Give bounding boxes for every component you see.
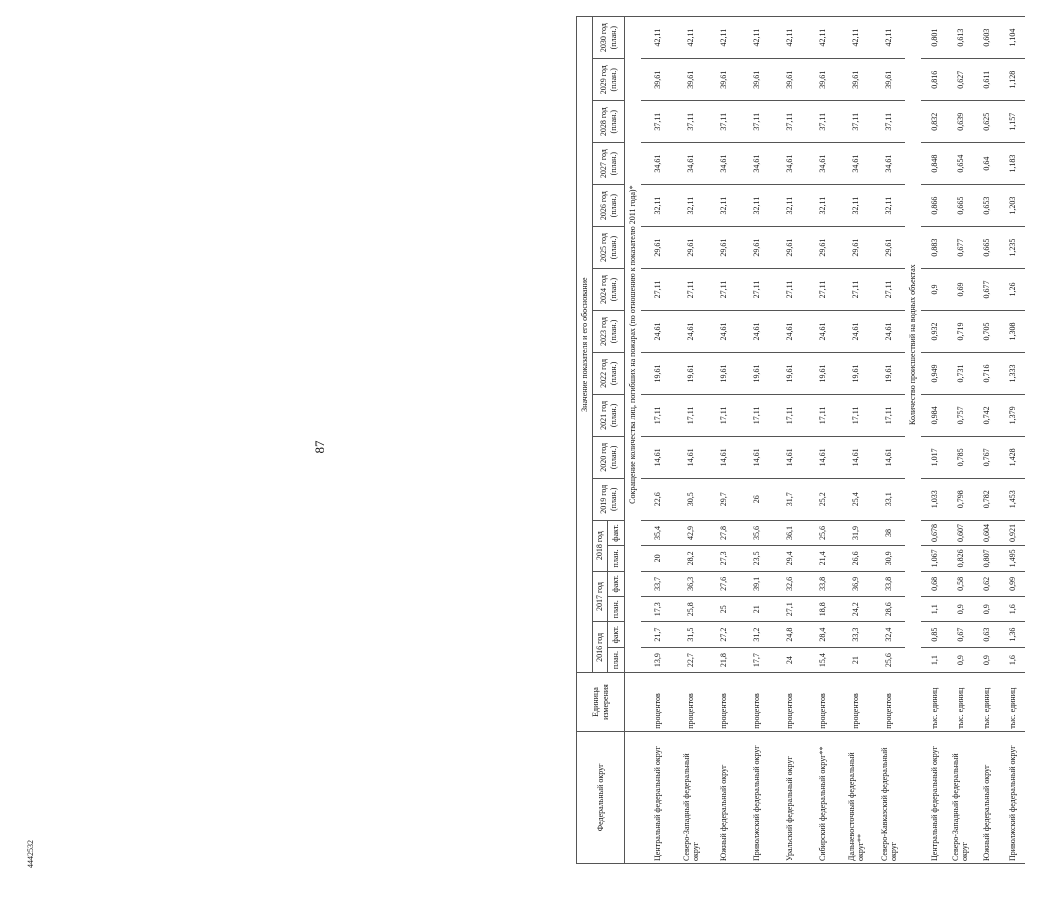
table-cell: 24,61 bbox=[740, 311, 773, 353]
table-cell: 0,984 bbox=[921, 394, 947, 436]
table-cell: 1,067 bbox=[921, 546, 947, 571]
header-values-group: Значение показателя и его обоснование bbox=[577, 17, 593, 673]
table-cell: 1,308 bbox=[999, 311, 1025, 353]
table-row bbox=[674, 17, 707, 864]
table-cell: 17,11 bbox=[674, 394, 707, 436]
table-cell: 33,3 bbox=[839, 622, 872, 647]
table-cell: 28,4 bbox=[806, 622, 839, 647]
table-cell: 0,921 bbox=[999, 520, 1025, 545]
table-cell: 14,61 bbox=[872, 436, 905, 478]
table-cell: 32,11 bbox=[674, 185, 707, 227]
table-row bbox=[773, 17, 806, 864]
table-cell: 22,7 bbox=[674, 647, 707, 672]
table-cell: 0,705 bbox=[973, 311, 999, 353]
table-cell: 25,2 bbox=[806, 478, 839, 520]
table-cell: 0,604 bbox=[973, 520, 999, 545]
table-cell: 29,4 bbox=[773, 546, 806, 571]
row-unit: процентов bbox=[872, 673, 905, 731]
row-district-label: Северо-Западный федеральный округ bbox=[674, 731, 707, 863]
table-cell: 30,5 bbox=[674, 478, 707, 520]
table-cell: 39,61 bbox=[872, 59, 905, 101]
table-cell: 21 bbox=[839, 647, 872, 672]
table-cell: 27,11 bbox=[872, 269, 905, 311]
table-cell: 42,11 bbox=[641, 17, 674, 59]
header-future-year: 2027 год (план.) bbox=[593, 143, 625, 185]
table-cell: 39,61 bbox=[641, 59, 674, 101]
table-cell: 29,61 bbox=[839, 227, 872, 269]
table-cell: 24,61 bbox=[641, 311, 674, 353]
row-district-label: Уральский федеральный округ bbox=[773, 731, 806, 863]
table-cell: 0,807 bbox=[973, 546, 999, 571]
table-cell: 27,11 bbox=[773, 269, 806, 311]
header-fact: факт. bbox=[608, 622, 625, 647]
table-cell: 19,61 bbox=[641, 352, 674, 394]
header-year-2016: 2016 год bbox=[593, 622, 608, 673]
table-cell: 38 bbox=[872, 520, 905, 545]
table-cell: 0,677 bbox=[973, 269, 999, 311]
table-cell: 0,742 bbox=[973, 394, 999, 436]
table-cell: 27,3 bbox=[707, 546, 740, 571]
table-row bbox=[947, 17, 973, 864]
table-cell: 0,625 bbox=[973, 101, 999, 143]
row-district-label: Приволжский федеральный округ bbox=[999, 731, 1025, 863]
table-cell: 27,1 bbox=[773, 597, 806, 622]
table-cell: 14,61 bbox=[674, 436, 707, 478]
table-cell: 29,61 bbox=[641, 227, 674, 269]
row-unit: тыс. единиц bbox=[999, 673, 1025, 731]
table-cell: 29,61 bbox=[806, 227, 839, 269]
table-cell: 33,8 bbox=[806, 571, 839, 596]
table-cell: 42,11 bbox=[872, 17, 905, 59]
table-cell: 17,7 bbox=[740, 647, 773, 672]
table-cell: 25,6 bbox=[806, 520, 839, 545]
table-cell: 39,61 bbox=[773, 59, 806, 101]
table-cell: 19,61 bbox=[872, 352, 905, 394]
table-cell: 27,11 bbox=[641, 269, 674, 311]
table-cell: 0,627 bbox=[947, 59, 973, 101]
table-cell: 29,61 bbox=[740, 227, 773, 269]
header-fact: факт. bbox=[608, 571, 625, 596]
table-cell: 31,5 bbox=[674, 622, 707, 647]
header-district: Федеральный округ bbox=[577, 731, 625, 863]
table-cell: 42,11 bbox=[707, 17, 740, 59]
row-district-label: Дальневосточный федеральный округ** bbox=[839, 731, 872, 863]
table-cell: 21,4 bbox=[806, 546, 839, 571]
table-cell: 13,9 bbox=[641, 647, 674, 672]
table-cell: 37,11 bbox=[872, 101, 905, 143]
table-cell: 20 bbox=[641, 546, 674, 571]
table-cell: 1,203 bbox=[999, 185, 1025, 227]
header-future-year: 2021 год (план.) bbox=[593, 394, 625, 436]
header-future-year: 2019 год (план.) bbox=[593, 478, 625, 520]
table-cell: 14,61 bbox=[806, 436, 839, 478]
table-cell: 1,183 bbox=[999, 143, 1025, 185]
table-cell: 0,719 bbox=[947, 311, 973, 353]
table-cell: 32,11 bbox=[773, 185, 806, 227]
table-cell: 30,9 bbox=[872, 546, 905, 571]
table-cell: 0,9 bbox=[921, 269, 947, 311]
table-cell: 28,2 bbox=[674, 546, 707, 571]
table-cell: 1,017 bbox=[921, 436, 947, 478]
section-spacer bbox=[625, 731, 642, 863]
table-cell: 32,11 bbox=[806, 185, 839, 227]
table-cell: 29,61 bbox=[872, 227, 905, 269]
table-cell: 0,866 bbox=[921, 185, 947, 227]
table-cell: 27,11 bbox=[839, 269, 872, 311]
table-cell: 42,11 bbox=[773, 17, 806, 59]
table-cell: 39,61 bbox=[707, 59, 740, 101]
page-number: 87 bbox=[312, 440, 327, 454]
table-cell: 24,61 bbox=[872, 311, 905, 353]
table-cell: 1,453 bbox=[999, 478, 1025, 520]
table-cell: 0,9 bbox=[947, 647, 973, 672]
table-cell: 0,64 bbox=[973, 143, 999, 185]
table-cell: 36,1 bbox=[773, 520, 806, 545]
table-cell: 0,677 bbox=[947, 227, 973, 269]
table-cell: 0,932 bbox=[921, 311, 947, 353]
table-cell: 1,1 bbox=[921, 647, 947, 672]
table-cell: 34,61 bbox=[839, 143, 872, 185]
table-cell: 31,9 bbox=[839, 520, 872, 545]
table-cell: 34,61 bbox=[707, 143, 740, 185]
table-cell: 0,731 bbox=[947, 352, 973, 394]
table-cell: 0,848 bbox=[921, 143, 947, 185]
table-cell: 0,653 bbox=[973, 185, 999, 227]
header-future-year: 2030 год (план.) bbox=[593, 17, 625, 59]
row-district-label: Северо-Кавказский федеральный округ bbox=[872, 731, 905, 863]
table-cell: 0,883 bbox=[921, 227, 947, 269]
table-cell: 24,61 bbox=[773, 311, 806, 353]
table-cell: 35,4 bbox=[641, 520, 674, 545]
table-cell: 1,104 bbox=[999, 17, 1025, 59]
table-cell: 24,61 bbox=[707, 311, 740, 353]
table-cell: 37,11 bbox=[773, 101, 806, 143]
table-cell: 34,61 bbox=[806, 143, 839, 185]
table-cell: 19,61 bbox=[674, 352, 707, 394]
table-cell: 29,61 bbox=[773, 227, 806, 269]
table-cell: 32,11 bbox=[641, 185, 674, 227]
row-unit: процентов bbox=[740, 673, 773, 731]
table-cell: 37,11 bbox=[839, 101, 872, 143]
table-row bbox=[641, 17, 674, 864]
table-cell: 19,61 bbox=[839, 352, 872, 394]
table-cell: 27,11 bbox=[674, 269, 707, 311]
header-fact: факт. bbox=[608, 520, 625, 545]
table-cell: 17,3 bbox=[641, 597, 674, 622]
table-cell: 19,61 bbox=[773, 352, 806, 394]
row-unit: процентов bbox=[707, 673, 740, 731]
table-cell: 1,495 bbox=[999, 546, 1025, 571]
table-row bbox=[872, 17, 905, 864]
table-cell: 1,1 bbox=[921, 597, 947, 622]
section-title-water-incidents: Количество происшествий на водных объектах bbox=[905, 17, 921, 673]
header-future-year: 2025 год (план.) bbox=[593, 227, 625, 269]
table-cell: 24,2 bbox=[839, 597, 872, 622]
table-cell: 0,69 bbox=[947, 269, 973, 311]
table-cell: 0,68 bbox=[921, 571, 947, 596]
table-cell: 0,85 bbox=[921, 622, 947, 647]
indicator-table bbox=[576, 16, 1025, 864]
table-cell: 34,61 bbox=[773, 143, 806, 185]
table-cell: 24,61 bbox=[674, 311, 707, 353]
table-cell: 14,61 bbox=[707, 436, 740, 478]
table-cell: 34,61 bbox=[641, 143, 674, 185]
table-cell: 14,61 bbox=[740, 436, 773, 478]
table-cell: 32,11 bbox=[872, 185, 905, 227]
table-cell: 1,6 bbox=[999, 597, 1025, 622]
table-cell: 17,11 bbox=[641, 394, 674, 436]
section-spacer bbox=[625, 673, 642, 731]
table-cell: 42,11 bbox=[674, 17, 707, 59]
section-title-fire-deaths: Сокращение количества лиц, погибших на пожарах (по отношению к показателю 2011 года)* bbox=[625, 17, 642, 673]
header-future-year: 2022 год (план.) bbox=[593, 352, 625, 394]
table-row bbox=[740, 17, 773, 864]
table-cell: 0,63 bbox=[973, 622, 999, 647]
row-district-label: Центральный федеральный округ bbox=[921, 731, 947, 863]
table-cell: 19,61 bbox=[806, 352, 839, 394]
table-cell: 33,8 bbox=[872, 571, 905, 596]
table-cell: 27,11 bbox=[806, 269, 839, 311]
table-cell: 17,11 bbox=[740, 394, 773, 436]
table-cell: 0,801 bbox=[921, 17, 947, 59]
table-cell: 0,816 bbox=[921, 59, 947, 101]
table-cell: 32,6 bbox=[773, 571, 806, 596]
table-cell: 1,36 bbox=[999, 622, 1025, 647]
table-cell: 25,6 bbox=[872, 647, 905, 672]
table-cell: 36,9 bbox=[839, 571, 872, 596]
row-district-label: Южный федеральный округ bbox=[707, 731, 740, 863]
table-cell: 0,9 bbox=[947, 597, 973, 622]
table-cell: 33,7 bbox=[641, 571, 674, 596]
table-cell: 0,603 bbox=[973, 17, 999, 59]
table-cell: 28,6 bbox=[872, 597, 905, 622]
table-cell: 32,11 bbox=[707, 185, 740, 227]
section-spacer bbox=[905, 731, 921, 863]
table-cell: 39,1 bbox=[740, 571, 773, 596]
table-cell: 37,11 bbox=[740, 101, 773, 143]
table-cell: 27,2 bbox=[707, 622, 740, 647]
table-cell: 0,654 bbox=[947, 143, 973, 185]
table-cell: 17,11 bbox=[872, 394, 905, 436]
header-unit: Единица измерения bbox=[577, 673, 625, 731]
table-cell: 0,67 bbox=[947, 622, 973, 647]
row-unit: тыс. единиц bbox=[973, 673, 999, 731]
table-cell: 34,61 bbox=[872, 143, 905, 185]
table-cell: 17,11 bbox=[806, 394, 839, 436]
table-cell: 27,6 bbox=[707, 571, 740, 596]
table-cell: 37,11 bbox=[674, 101, 707, 143]
row-unit: процентов bbox=[641, 673, 674, 731]
table-cell: 39,61 bbox=[674, 59, 707, 101]
header-future-year: 2028 год (план.) bbox=[593, 101, 625, 143]
row-unit: тыс. единиц bbox=[921, 673, 947, 731]
table-row bbox=[707, 17, 740, 864]
row-unit: процентов bbox=[806, 673, 839, 731]
table-cell: 42,9 bbox=[674, 520, 707, 545]
table-cell: 0,782 bbox=[973, 478, 999, 520]
table-cell: 17,11 bbox=[839, 394, 872, 436]
table-cell: 0,613 bbox=[947, 17, 973, 59]
table-cell: 34,61 bbox=[740, 143, 773, 185]
table-cell: 32,11 bbox=[839, 185, 872, 227]
table-cell: 22,6 bbox=[641, 478, 674, 520]
table-cell: 0,607 bbox=[947, 520, 973, 545]
table-cell: 42,11 bbox=[839, 17, 872, 59]
table-cell: 1,157 bbox=[999, 101, 1025, 143]
table-cell: 0,832 bbox=[921, 101, 947, 143]
table-cell: 39,61 bbox=[839, 59, 872, 101]
table-cell: 0,9 bbox=[973, 647, 999, 672]
table-cell: 27,8 bbox=[707, 520, 740, 545]
table-cell: 18,8 bbox=[806, 597, 839, 622]
table-row bbox=[973, 17, 999, 864]
table-cell: 42,11 bbox=[806, 17, 839, 59]
table-row bbox=[921, 17, 947, 864]
table-cell: 17,11 bbox=[707, 394, 740, 436]
table-cell: 0,665 bbox=[973, 227, 999, 269]
row-unit: процентов bbox=[773, 673, 806, 731]
row-district-label: Северо-Западный федеральный округ bbox=[947, 731, 973, 863]
table-cell: 37,11 bbox=[806, 101, 839, 143]
table-cell: 0,58 bbox=[947, 571, 973, 596]
table-cell: 14,61 bbox=[839, 436, 872, 478]
table-cell: 35,6 bbox=[740, 520, 773, 545]
rotated-table-container bbox=[576, 16, 1054, 864]
table-cell: 26,6 bbox=[839, 546, 872, 571]
row-district-label: Приволжский федеральный округ bbox=[740, 731, 773, 863]
table-cell: 0,665 bbox=[947, 185, 973, 227]
table-cell: 0,757 bbox=[947, 394, 973, 436]
table-cell: 1,128 bbox=[999, 59, 1025, 101]
table-cell: 32,4 bbox=[872, 622, 905, 647]
table-cell: 25 bbox=[707, 597, 740, 622]
table-cell: 34,61 bbox=[674, 143, 707, 185]
table-row bbox=[999, 17, 1025, 864]
table-cell: 31,7 bbox=[773, 478, 806, 520]
table-cell: 14,61 bbox=[773, 436, 806, 478]
table-cell: 0,798 bbox=[947, 478, 973, 520]
table-cell: 24,61 bbox=[839, 311, 872, 353]
table-cell: 1,26 bbox=[999, 269, 1025, 311]
table-cell: 25,8 bbox=[674, 597, 707, 622]
table-cell: 26 bbox=[740, 478, 773, 520]
header-plan: план. bbox=[608, 546, 625, 571]
table-cell: 0,9 bbox=[973, 597, 999, 622]
header-future-year: 2026 год (план.) bbox=[593, 185, 625, 227]
table-cell: 14,61 bbox=[641, 436, 674, 478]
section-spacer bbox=[905, 673, 921, 731]
table-cell: 0,949 bbox=[921, 352, 947, 394]
header-future-year: 2029 год (план.) bbox=[593, 59, 625, 101]
document-code: 4442532 bbox=[26, 840, 35, 868]
table-cell: 29,61 bbox=[674, 227, 707, 269]
table-cell: 29,7 bbox=[707, 478, 740, 520]
table-cell: 39,61 bbox=[740, 59, 773, 101]
header-plan: план. bbox=[608, 597, 625, 622]
table-body bbox=[625, 17, 1026, 864]
table-row bbox=[806, 17, 839, 864]
table-cell: 0,611 bbox=[973, 59, 999, 101]
table-cell: 29,61 bbox=[707, 227, 740, 269]
table-cell: 31,2 bbox=[740, 622, 773, 647]
table-cell: 0,639 bbox=[947, 101, 973, 143]
table-cell: 24 bbox=[773, 647, 806, 672]
table-cell: 0,62 bbox=[973, 571, 999, 596]
row-unit: процентов bbox=[674, 673, 707, 731]
table-cell: 19,61 bbox=[740, 352, 773, 394]
table-cell: 0,99 bbox=[999, 571, 1025, 596]
row-district-label: Южный федеральный округ bbox=[973, 731, 999, 863]
table-cell: 21 bbox=[740, 597, 773, 622]
header-future-year: 2020 год (план.) bbox=[593, 436, 625, 478]
table-cell: 0,716 bbox=[973, 352, 999, 394]
table-cell: 1,333 bbox=[999, 352, 1025, 394]
table-cell: 1,428 bbox=[999, 436, 1025, 478]
header-future-year: 2024 год (план.) bbox=[593, 269, 625, 311]
row-unit: процентов bbox=[839, 673, 872, 731]
table-cell: 24,8 bbox=[773, 622, 806, 647]
header-year-2018: 2018 год bbox=[593, 520, 608, 571]
table-cell: 0,826 bbox=[947, 546, 973, 571]
table-cell: 32,11 bbox=[740, 185, 773, 227]
row-unit: тыс. единиц bbox=[947, 673, 973, 731]
table-cell: 39,61 bbox=[806, 59, 839, 101]
table-cell: 17,11 bbox=[773, 394, 806, 436]
table-cell: 25,4 bbox=[839, 478, 872, 520]
table-cell: 37,11 bbox=[707, 101, 740, 143]
table-cell: 0,678 bbox=[921, 520, 947, 545]
table-cell: 21,7 bbox=[641, 622, 674, 647]
table-cell: 0,785 bbox=[947, 436, 973, 478]
table-cell: 1,6 bbox=[999, 647, 1025, 672]
table-cell: 42,11 bbox=[740, 17, 773, 59]
header-year-2017: 2017 год bbox=[593, 571, 608, 622]
table-cell: 1,379 bbox=[999, 394, 1025, 436]
table-cell: 33,1 bbox=[872, 478, 905, 520]
table-cell: 19,61 bbox=[707, 352, 740, 394]
header-plan: план. bbox=[608, 647, 625, 672]
table-cell: 15,4 bbox=[806, 647, 839, 672]
row-district-label: Сибирский федеральный округ** bbox=[806, 731, 839, 863]
table-cell: 1,235 bbox=[999, 227, 1025, 269]
table-cell: 37,11 bbox=[641, 101, 674, 143]
table-cell: 24,61 bbox=[806, 311, 839, 353]
table-cell: 0,767 bbox=[973, 436, 999, 478]
table-cell: 27,11 bbox=[707, 269, 740, 311]
table-cell: 36,3 bbox=[674, 571, 707, 596]
table-cell: 23,5 bbox=[740, 546, 773, 571]
table-cell: 21,8 bbox=[707, 647, 740, 672]
table-row bbox=[839, 17, 872, 864]
row-district-label: Центральный федеральный округ bbox=[641, 731, 674, 863]
table-cell: 1,033 bbox=[921, 478, 947, 520]
header-future-year: 2023 год (план.) bbox=[593, 311, 625, 353]
table-cell: 27,11 bbox=[740, 269, 773, 311]
